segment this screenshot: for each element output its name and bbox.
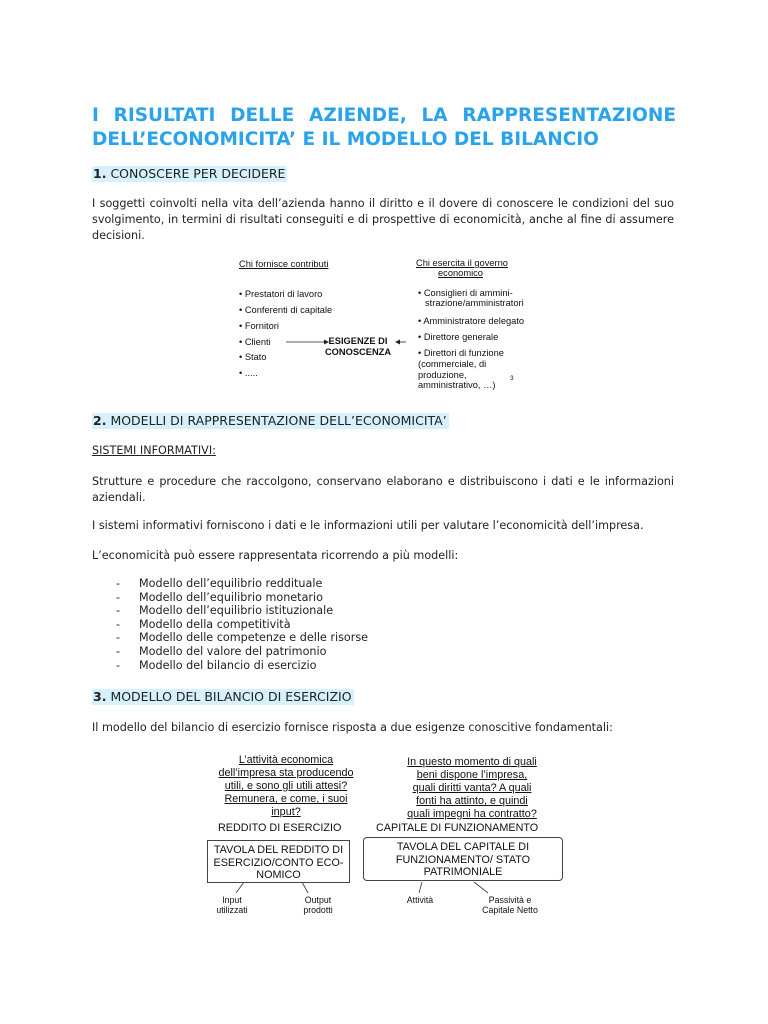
governance-item: • Consiglieri di ammini-	[418, 288, 513, 298]
section-2-subheading: SISTEMI INFORMATIVI:	[92, 444, 216, 457]
section-2-paragraph-2: I sistemi informativi forniscono i dati e le informazioni utili per valutare l’economicità dell’impresa.	[92, 519, 644, 532]
list-item	[116, 645, 368, 659]
center-label-2: CONOSCENZA	[324, 347, 392, 357]
section-1-highlight	[92, 166, 287, 182]
governance-item: • Direttori di funzione	[418, 348, 504, 358]
liabilities-equity-label	[474, 895, 546, 915]
box-line: NOMICO	[256, 869, 301, 881]
contributor-item: • Fornitori	[239, 321, 279, 331]
connector-line	[236, 882, 244, 893]
box-line: TAVOLA DEL REDDITO DI	[213, 844, 344, 856]
contributor-item: • Clienti	[239, 337, 271, 347]
governance-item: produzione,	[418, 370, 467, 380]
list-item	[116, 604, 368, 618]
contributor-item: • .....	[239, 368, 258, 378]
assets-label	[398, 895, 442, 905]
list-item-text: Modello della competitività	[139, 617, 291, 631]
question-line: input?	[271, 806, 301, 818]
list-dash: -	[116, 590, 121, 604]
list-item	[116, 618, 368, 632]
question-line: dell’impresa sta producendo	[218, 767, 354, 779]
question-line: L’attività economica	[238, 754, 334, 766]
sub-line: Passività e	[488, 895, 532, 905]
section-3-number: 3.	[93, 689, 107, 704]
list-item-text: Modello del bilancio di esercizio	[139, 658, 317, 672]
box-line: PATRIMONIALE	[423, 866, 503, 878]
governance-item: • Amministratore delegato	[418, 316, 525, 326]
capital-question	[382, 756, 562, 821]
section-2-title: MODELLI DI RAPPRESENTAZIONE DELL’ECONOMICITA’	[110, 413, 447, 428]
question-line: utili, e sono gli utili attesi?	[224, 780, 348, 792]
section-2-highlight	[92, 413, 449, 429]
balance-sheet-box	[363, 837, 563, 881]
section-2-paragraph-3: L’economicità può essere rappresentata ricorrendo a più modelli:	[92, 549, 459, 562]
governance-item: (commerciale, di	[418, 359, 487, 369]
question-line: beni dispone l’impresa,	[416, 769, 528, 781]
box-line: FUNZIONAMENTO/ STATO	[395, 853, 531, 866]
slide-page-number: 3	[510, 375, 514, 382]
question-line: fonti ha attinto, e quindi	[416, 795, 528, 807]
list-dash: -	[116, 631, 121, 645]
question-line: quali diritti vanta? A quali	[412, 782, 532, 794]
connector-line	[302, 882, 308, 893]
list-dash: -	[116, 617, 121, 631]
section-1-number: 1.	[93, 166, 107, 181]
contributor-item: • Prestatori di lavoro	[239, 289, 323, 299]
section-3-paragraph: Il modello del bilancio di esercizio fornisce risposta a due esigenze conoscitive fondamentali:	[92, 721, 613, 734]
sub-line: Attività	[406, 895, 434, 905]
section-2-heading	[92, 412, 449, 429]
governance-header-line-2: economico	[438, 268, 483, 278]
section-1-paragraph: I soggetti coinvolti nella vita dell’azienda hanno il diritto e il dovere di conoscere le condizioni del suo svolgimento, in termini di risultati conseguiti e di prospettive di economicità, anche al fine di assumere decisioni.	[92, 197, 674, 242]
stakeholders-diagram	[232, 254, 532, 390]
income-label: REDDITO DI ESERCIZIO	[218, 822, 342, 834]
question-line: quali impegni ha contratto?	[407, 808, 537, 820]
box-line: ESERCIZIO/CONTO ECO-	[213, 856, 344, 869]
list-item	[116, 591, 368, 605]
outputs-produced-label	[292, 895, 344, 915]
sub-line: utilizzati	[216, 905, 248, 915]
income-question	[198, 754, 374, 819]
section-2-paragraph-1: Strutture e procedure che raccolgono, conservano elaborano e distribuiscono i dati e le informazioni aziendali.	[92, 475, 674, 504]
question-line: Remunera, e come, i suoi	[224, 793, 348, 805]
list-item	[116, 577, 368, 591]
box-line: TAVOLA DEL CAPITALE DI	[396, 841, 530, 853]
capital-label: CAPITALE DI FUNZIONAMENTO	[376, 822, 539, 834]
question-line: In questo momento di quali	[407, 756, 537, 768]
list-item-text: Modello dell’equilibrio istituzionale	[139, 604, 334, 618]
connector-line	[419, 882, 422, 893]
models-list	[116, 577, 368, 672]
sub-line: Input	[222, 895, 242, 905]
governance-item: amministrativo, …)	[418, 380, 496, 390]
contributor-item: • Conferenti di capitale	[239, 305, 333, 315]
financial-statement-diagram	[198, 752, 568, 924]
section-3-highlight	[92, 689, 354, 705]
inputs-used-label	[208, 895, 256, 915]
contributors-header: Chi fornisce contributi	[239, 259, 329, 269]
section-1-title: CONOSCERE PER DECIDERE	[110, 166, 286, 181]
list-item-text: Modello del valore del patrimonio	[139, 644, 327, 658]
contributor-item: • Stato	[239, 352, 267, 362]
list-dash: -	[116, 644, 121, 658]
list-dash: -	[116, 658, 121, 672]
governance-header-line-1: Chi esercita il governo	[416, 258, 508, 268]
sub-line: Output	[304, 895, 332, 905]
list-dash: -	[116, 604, 121, 618]
list-item-text: Modello dell’equilibrio reddituale	[139, 577, 323, 590]
sub-line: prodotti	[303, 905, 333, 915]
section-2-number: 2.	[93, 413, 107, 428]
income-statement-box	[207, 840, 350, 883]
center-label-1: ESIGENZE DI	[328, 336, 388, 346]
section-3-title: MODELLO DEL BILANCIO DI ESERCIZIO	[110, 689, 352, 704]
sub-line: Capitale Netto	[482, 905, 538, 915]
governance-item: strazione/amministratori	[425, 298, 524, 308]
document-title: I RISULTATI DELLE AZIENDE, LA RAPPRESENTAZIONE DELL’ECONOMICITA’ E IL MODELLO DEL BILANCIO	[92, 105, 676, 150]
connector-line	[474, 882, 488, 893]
list-dash: -	[116, 577, 121, 590]
governance-item: • Direttore generale	[418, 332, 499, 342]
list-item-text: Modello dell’equilibrio monetario	[139, 590, 323, 604]
list-item	[116, 631, 368, 645]
list-item-text: Modello delle competenze e delle risorse	[139, 631, 369, 645]
list-item	[116, 659, 368, 673]
section-3-heading	[92, 688, 354, 705]
section-1-heading	[92, 165, 287, 182]
